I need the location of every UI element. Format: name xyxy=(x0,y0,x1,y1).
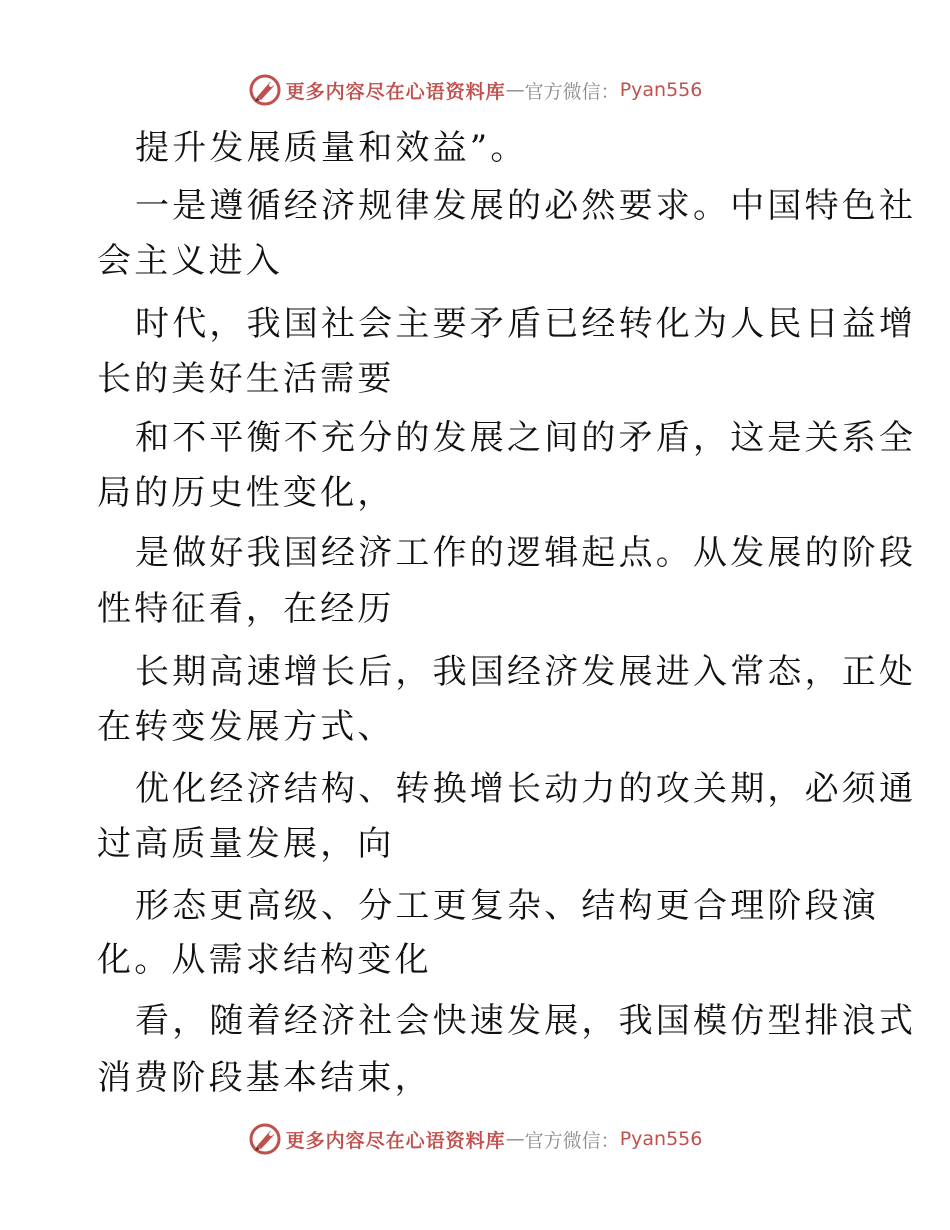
body-line: 一是遵循经济规律发展的必然要求。中国特色社 xyxy=(135,186,917,226)
body-line: 化。从需求结构变化 xyxy=(97,940,432,980)
body-line: 是做好我国经济工作的逻辑起点。从发展的阶段 xyxy=(135,533,917,573)
body-line: 看，随着经济社会快速发展，我国模仿型排浪式 xyxy=(135,1001,917,1041)
body-line: 长的美好生活需要 xyxy=(97,359,395,399)
banner-main-text: 更多内容尽在心语资料库 xyxy=(285,1129,506,1152)
body-line: 时代，我国社会主要矛盾已经转化为人民日益增 xyxy=(135,304,917,344)
body-line: 提升发展质量和效益”。 xyxy=(135,128,528,168)
body-line: 形态更高级、分工更复杂、结构更合理阶段演 xyxy=(135,886,879,926)
banner-label: 官方微信： xyxy=(524,1129,620,1152)
banner-main-text: 更多内容尽在心语资料库 xyxy=(285,80,506,103)
body-line: 长期高速增长后，我国经济发展进入常态，正处 xyxy=(135,652,917,692)
banner-wechat-id: Pyan556 xyxy=(619,1128,703,1150)
body-line: 局的历史性变化， xyxy=(97,473,395,513)
body-line: 在转变发展方式、 xyxy=(97,707,395,747)
footer-banner-bottom xyxy=(0,1119,950,1159)
banner-dash: — xyxy=(505,79,525,101)
body-line: 会主义进入 xyxy=(97,241,283,281)
body-line: 和不平衡不充分的发展之间的矛盾，这是关系全 xyxy=(135,418,917,458)
banner-label: 官方微信： xyxy=(524,80,620,103)
body-line: 过高质量发展，向 xyxy=(97,824,395,864)
body-line: 消费阶段基本结束， xyxy=(97,1058,432,1098)
pen-logo-icon xyxy=(248,1122,282,1156)
banner-dash: — xyxy=(505,1128,525,1150)
banner-wechat-id: Pyan556 xyxy=(619,79,703,101)
body-line: 优化经济结构、转换增长动力的攻关期，必须通 xyxy=(135,769,917,809)
body-line: 性特征看，在经历 xyxy=(97,589,395,629)
